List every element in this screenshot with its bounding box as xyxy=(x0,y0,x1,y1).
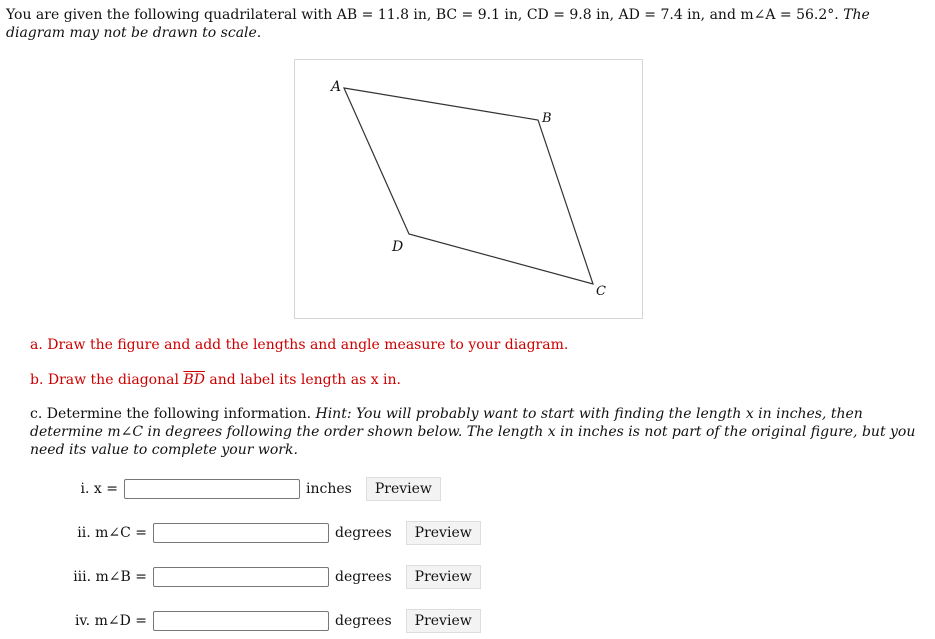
quadrilateral-svg xyxy=(295,60,642,318)
unit-angle-b: degrees xyxy=(335,569,392,585)
intro-givens: AB = 11.8 in, BC = 9.1 in, CD = 9.8 in, AD = 7.4 in, and m∠A = 56.2°. xyxy=(336,7,844,23)
quadrilateral-shape xyxy=(344,88,593,284)
answer-input-angle-b[interactable] xyxy=(153,567,329,587)
answer-label-angle-d: iv. m∠D = xyxy=(74,613,147,629)
intro-note: The diagram may not be drawn to scale. xyxy=(6,7,870,41)
preview-button-angle-d[interactable]: Preview xyxy=(406,609,481,633)
vertex-label-c: C xyxy=(596,284,606,299)
segment-bd: $\overline{BD}$ xyxy=(183,372,205,388)
preview-button-x[interactable]: Preview xyxy=(366,477,441,501)
part-b-suffix: and label its length as x in. xyxy=(204,372,401,388)
part-b xyxy=(30,371,401,389)
part-c-hint: Hint: You will probably want to start with finding the length x in inches, then determine m∠C in degrees following the order shown below. The length x in inches is not part of the original figure, but you need its value to complete your work. xyxy=(30,406,916,458)
part-c xyxy=(30,405,928,459)
quadrilateral-figure xyxy=(294,59,643,319)
answer-input-angle-d[interactable] xyxy=(153,611,329,631)
answer-row-angle-c xyxy=(56,521,481,545)
vertex-label-d: D xyxy=(392,239,404,255)
preview-button-angle-b[interactable]: Preview xyxy=(406,565,481,589)
answer-input-angle-c[interactable] xyxy=(153,523,329,543)
part-c-prefix: c. Determine the following information. xyxy=(30,406,316,422)
intro-prefix: You are given the following quadrilateral with xyxy=(6,7,337,23)
unit-angle-d: degrees xyxy=(335,613,392,629)
unit-angle-c: degrees xyxy=(335,525,392,541)
answer-row-angle-b xyxy=(56,565,481,589)
preview-button-angle-c[interactable]: Preview xyxy=(406,521,481,545)
part-b-prefix: b. Draw the diagonal xyxy=(30,372,184,388)
answer-label-x: i. x = xyxy=(80,481,118,497)
unit-x: inches xyxy=(306,481,352,497)
answer-label-angle-b: iii. m∠B = xyxy=(73,569,147,585)
answer-input-x[interactable] xyxy=(124,479,300,499)
answer-row-x xyxy=(56,477,441,501)
vertex-label-b: B xyxy=(542,111,552,126)
vertex-label-a: A xyxy=(331,79,342,95)
answer-row-angle-d xyxy=(56,609,481,633)
answer-label-angle-c: ii. m∠C = xyxy=(77,525,147,541)
part-a-text: a. Draw the figure and add the lengths and angle measure to your diagram. xyxy=(30,337,569,353)
problem-statement xyxy=(6,6,924,42)
